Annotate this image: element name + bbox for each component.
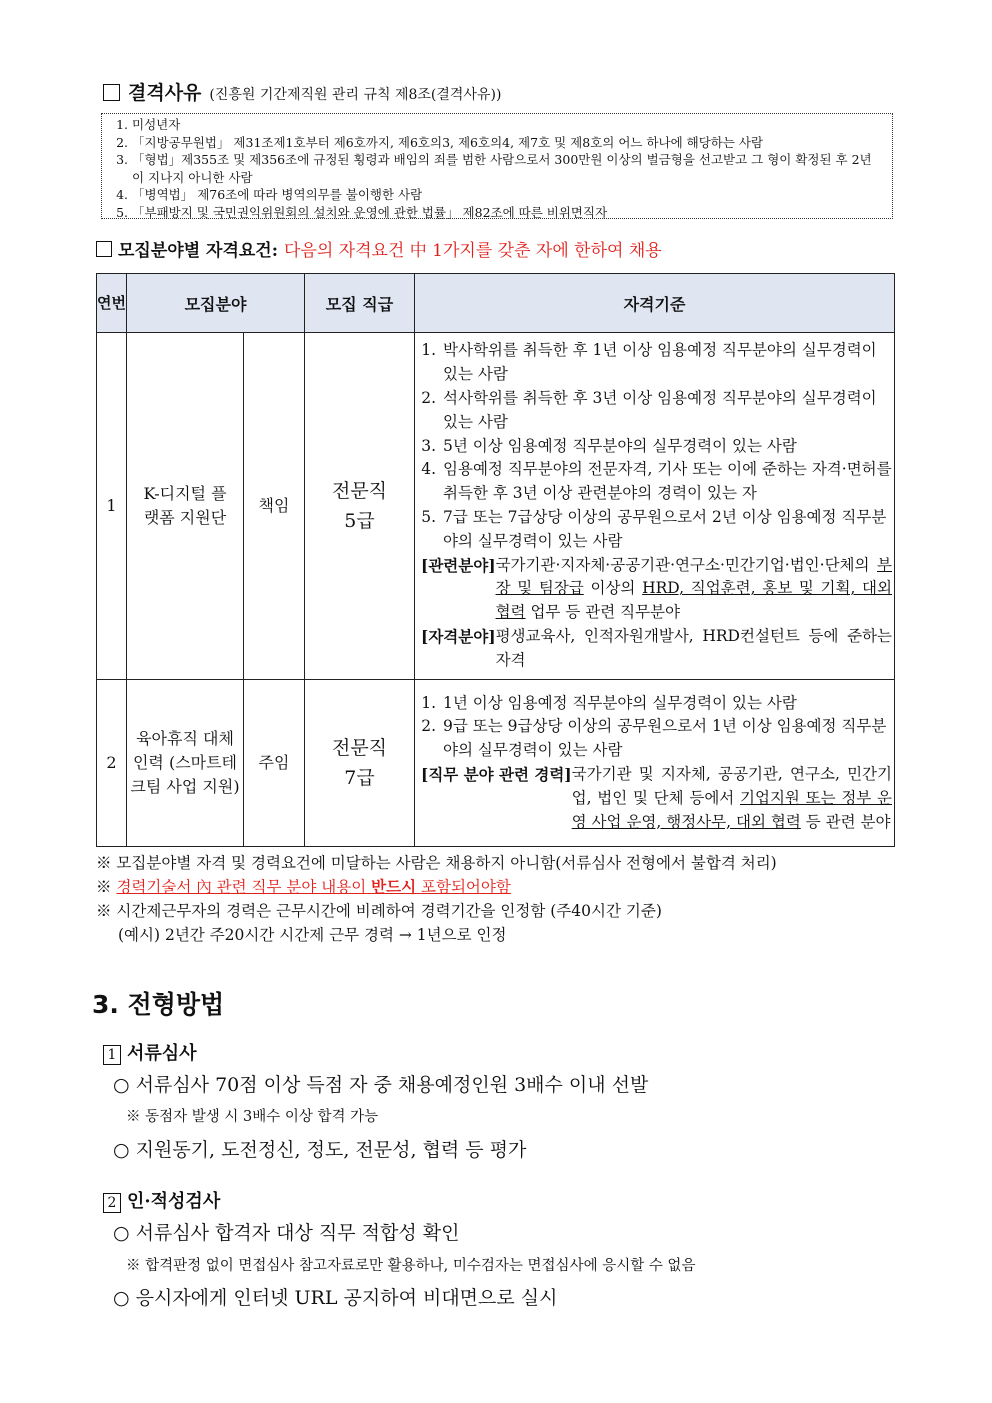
step-number-box: 2 [103, 1193, 121, 1213]
row-field: K-디지털 플랫폼 지원단 [127, 333, 244, 680]
table-row [97, 680, 895, 847]
requirements-title: 모집분야별 자격요건: [118, 241, 278, 261]
list-item: 1. 미성년자 [132, 116, 880, 134]
header-field: 모집분야 [127, 274, 305, 333]
qualification-text: 평생교육사, 인적자원개발사, HRD컨설턴트 등에 준하는 자격 [495, 626, 892, 669]
criteria-list [421, 692, 892, 763]
related-career-text [572, 763, 892, 834]
qualification-tag: [자격분야] [421, 626, 496, 646]
step1-item: ○ 지원동기, 도전정신, 정도, 전문성, 협력 등 평가 [113, 1139, 527, 1161]
requirements-notice: 다음의 자격요건 中 1가지를 갖춘 자에 한하여 채용 [284, 241, 662, 261]
requirements-heading [96, 236, 662, 261]
qualification-block [421, 625, 892, 673]
disqualification-list-box [101, 113, 893, 219]
note-red-bold: 반드시 [371, 877, 417, 896]
step2-note: ※ 합격판정 없이 면접심사 참고자료로만 활용하나, 미수검자는 면접심사에 응시할 수 없음 [126, 1258, 696, 1274]
table-header-row [97, 274, 895, 333]
note-red-text [116, 878, 510, 896]
list-item: 2. 9급 또는 9급상당 이상의 공무원으로서 1년 이상 임용예정 직무분야의 실무경력이 있는 사람 [441, 715, 892, 763]
row-no: 2 [97, 680, 127, 847]
note-red-post: 포함되어야함 [421, 878, 511, 896]
step2-item: ○ 서류심사 합격자 대상 직무 적합성 확인 [113, 1222, 460, 1244]
row-rank: 책임 [244, 333, 305, 680]
related-career-tag: [직무 분야 관련 경력] [421, 765, 572, 784]
related-career-post: 등 관련 분야 [805, 812, 891, 831]
list-item: 2. 「지방공무원법」 제31조제1호부터 제6호까지, 제6호의3, 제6호의4, 제7호 및 제8호의 어느 하나에 해당하는 사람 [132, 134, 880, 152]
step1-item: ○ 서류심사 70점 이상 득점 자 중 채용예정인원 3배수 이내 선발 [113, 1074, 649, 1096]
related-field-underline: 부장 및 팀장급 [495, 555, 892, 598]
step-number-box: 1 [103, 1045, 121, 1065]
list-item: 1. 박사학위를 취득한 후 1년 이상 임용예정 직무분야의 실무경력이 있는 사람 [441, 339, 892, 387]
disqualification-subtitle: (진흥원 기간제직원 관리 규칙 제8조(결격사유)) [209, 87, 502, 103]
list-item: 5. 「부패방지 및 국민권익위원회의 설치와 운영에 관한 법률」 제82조에 따른 비위면직자 [132, 204, 880, 222]
related-field-mid: 이상의 [590, 579, 636, 598]
checkbox-square-icon [103, 84, 120, 101]
step1-title: 서류심사 [127, 1043, 197, 1064]
step1-note: ※ 동점자 발생 시 3배수 이상 합격 가능 [126, 1109, 379, 1125]
header-no: 연번 [97, 274, 127, 333]
related-career-pre: 국가기관 및 지자체, 공공기관, 연구소, 민간기업, 법인 및 단체 등에서 [571, 765, 892, 807]
step1-heading [103, 1039, 197, 1065]
note-line-red [96, 875, 777, 899]
row-grade: 전문직 7급 [305, 680, 415, 847]
header-grade: 모집 직급 [305, 274, 415, 333]
note-line: ※ 모집분야별 자격 및 경력요건에 미달하는 사람은 채용하지 아니함(서류심사 전형에서 불합격 처리) [96, 854, 777, 872]
related-field-tag: [관련분야] [421, 555, 496, 575]
note-prefix: ※ [96, 878, 112, 896]
list-item: 5. 7급 또는 7급상당 이상의 공무원으로서 2년 이상 임용예정 직무분야의 실무경력이 있는 사람 [441, 506, 892, 554]
disqualification-list [114, 116, 880, 221]
related-field-block [421, 554, 892, 625]
list-item: 3. 「형법」제355조 및 제356조에 규정된 횡령과 배임의 죄를 범한 사람으로서 300만원 이상의 벌금형을 선고받고 그 형이 확정된 후 2년이 지나지 아니한 사람 [132, 151, 880, 186]
list-item: 1. 1년 이상 임용예정 직무분야의 실무경력이 있는 사람 [441, 692, 892, 716]
requirements-table [96, 273, 895, 847]
header-criteria: 자격기준 [415, 274, 895, 333]
criteria-list [421, 339, 892, 553]
row-grade: 전문직 5급 [305, 333, 415, 680]
related-field-text [496, 554, 892, 625]
note-red-pre: 경력기술서 內 관련 직무 분야 내용이 [116, 878, 367, 896]
disqualification-heading [103, 78, 501, 105]
table-row [97, 333, 895, 680]
row-rank: 주임 [244, 680, 305, 847]
disqualification-title: 결격사유 [128, 82, 202, 104]
related-career-underline: 기업지원 또는 정부 운영 사업 운영, 행정사무, 대외 협력 [571, 788, 892, 831]
list-item: 2. 석사학위를 취득한 후 3년 이상 임용예정 직무분야의 실무경력이 있는 사람 [441, 387, 892, 435]
related-field-underline-2: HRD, 직업훈련, 홍보 및 기획, 대외 협력 [495, 579, 892, 622]
related-career-block [421, 763, 892, 834]
row-no: 1 [97, 333, 127, 680]
step2-title: 인·적성검사 [127, 1191, 221, 1212]
notes-block [96, 851, 777, 947]
step2-heading [103, 1187, 220, 1213]
related-field-pre: 국가기관·지자체·공공기관·연구소·민간기업·법인·단체의 [495, 555, 870, 574]
row-criteria [415, 333, 895, 680]
checkbox-square-icon [96, 241, 112, 257]
related-field-post: 업무 등 관련 직무분야 [530, 603, 680, 622]
step2-item: ○ 응시자에게 인터넷 URL 공지하여 비대면으로 실시 [113, 1287, 558, 1309]
note-line-example: (예시) 2년간 주20시간 시간제 근무 경력 → 1년으로 인정 [118, 926, 507, 944]
list-item: 4. 임용예정 직무분야의 전문자격, 기사 또는 이에 준하는 자격·면허를 취득한 후 3년 이상 관련분야의 경력이 있는 자 [441, 458, 892, 506]
list-item: 4. 「병역법」 제76조에 따라 병역의무를 불이행한 사람 [132, 186, 880, 204]
list-item: 3. 5년 이상 임용예정 직무분야의 실무경력이 있는 사람 [441, 435, 892, 459]
note-line: ※ 시간제근무자의 경력은 근무시간에 비례하여 경력기간을 인정함 (주40시간 기준) [96, 902, 662, 920]
row-criteria [415, 680, 895, 847]
section3-title: 3. 전형방법 [92, 990, 225, 1019]
row-field: 육아휴직 대체인력 (스마트테크팀 사업 지원) [127, 680, 244, 847]
